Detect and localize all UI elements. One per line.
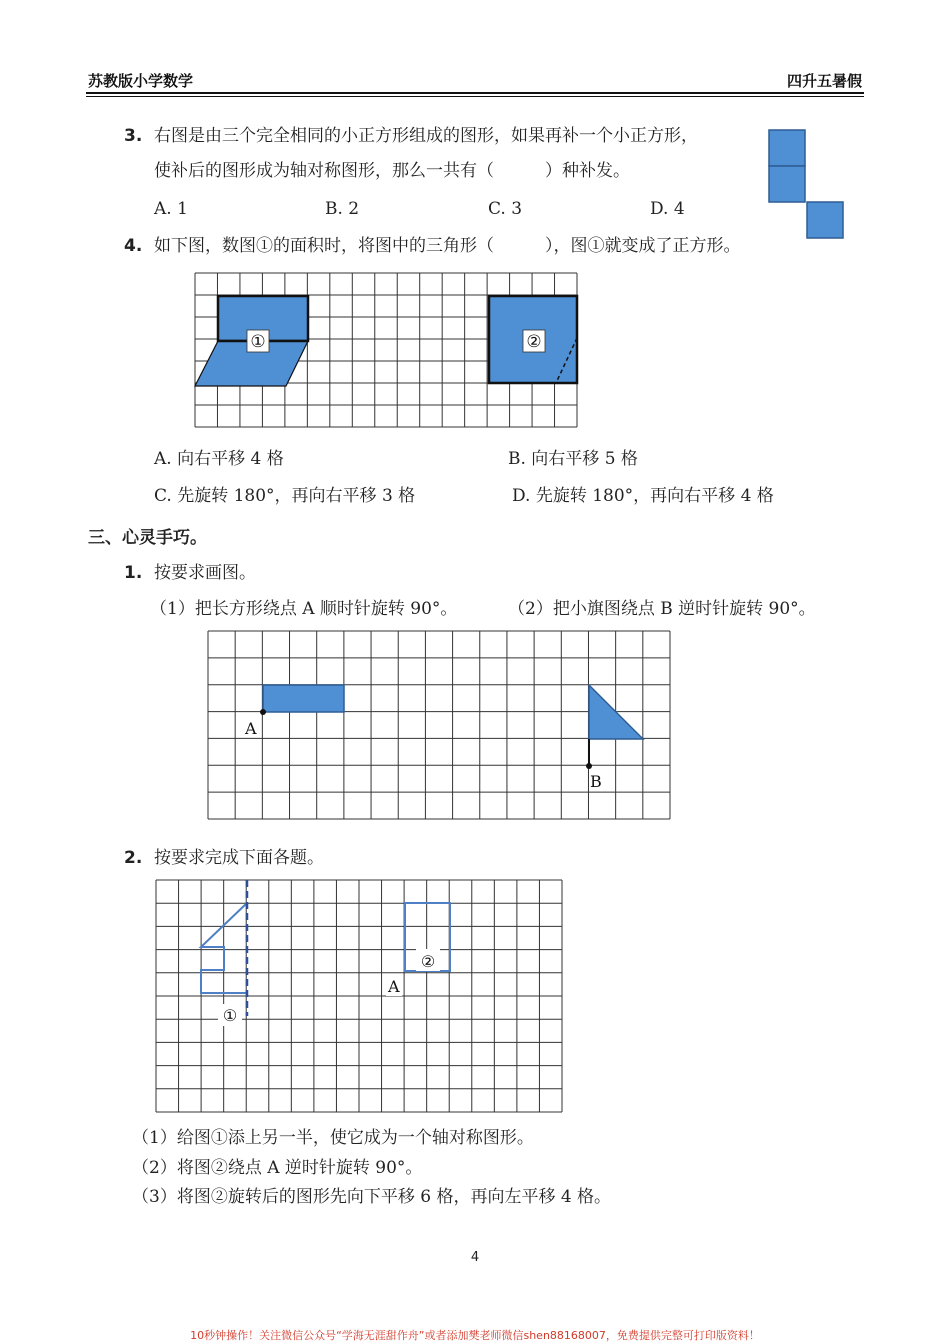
q4-option-b: B. 向右平移 5 格: [508, 449, 638, 469]
q3-line1: 右图是由三个完全相同的小正方形组成的图形，如果再补一个小正方形，: [154, 126, 698, 146]
p1-point-a: A: [245, 719, 257, 738]
q4-number: 4.: [124, 236, 143, 256]
p1-grid-figure: [205, 628, 675, 822]
q3-line2: 使补后的图形成为轴对称图形，那么一共有（ ）种补发。: [154, 161, 630, 181]
q4-label-2: ②: [526, 332, 542, 352]
p1-point-b: B: [590, 772, 602, 791]
page-number: 4: [470, 1250, 480, 1265]
p2-grid-figure: [154, 878, 566, 1116]
p1-sub2: （2）把小旗图绕点 B 逆时针旋转 90°。: [508, 599, 816, 619]
q3-option-b: B. 2: [325, 199, 360, 219]
p1-sub1: （1）把长方形绕点 A 顺时针旋转 90°。: [150, 599, 458, 619]
q3-squares-figure: [766, 128, 846, 240]
p2-task-3: （3）将图②旋转后的图形先向下平移 6 格，再向左平移 4 格。: [132, 1187, 612, 1207]
q4-grid-figure: [192, 270, 584, 432]
p2-task-2: （2）将图②绕点 A 逆时针旋转 90°。: [132, 1158, 423, 1178]
q4-option-d: D. 先旋转 180°，再向右平移 4 格: [512, 486, 774, 506]
p2-point-a: A: [388, 977, 400, 996]
q3-number: 3.: [124, 126, 143, 146]
q3-option-c: C. 3: [488, 199, 523, 219]
header-rule-thin: [86, 96, 864, 97]
q3-option-d: D. 4: [650, 199, 685, 219]
q4-label-1: ①: [250, 332, 266, 352]
p1-title: 按要求画图。: [154, 563, 256, 583]
p2-title: 按要求完成下面各题。: [154, 848, 324, 868]
p2-label-2: ②: [420, 952, 436, 971]
q3-option-a: A. 1: [154, 199, 188, 219]
p2-number: 2.: [124, 848, 143, 868]
header-right: 四升五暑假: [786, 72, 862, 90]
q4-option-a: A. 向右平移 4 格: [154, 449, 284, 469]
p2-task-1: （1）给图①添上另一半，使它成为一个轴对称图形。: [132, 1128, 534, 1148]
q4-option-c: C. 先旋转 180°，再向右平移 3 格: [154, 486, 416, 506]
header-rule: [86, 92, 864, 94]
section-title: 三、心灵手巧。: [88, 528, 207, 548]
q4-text: 如下图，数图①的面积时，将图中的三角形（ ），图①就变成了正方形。: [154, 236, 741, 256]
header-left: 苏教版小学数学: [88, 72, 194, 90]
p1-number: 1.: [124, 563, 143, 583]
footer-note: 10秒钟操作！关注微信公众号“学海无涯甜作舟”或者添加樊老师微信shen88168007，免费提供完整可打印版资料！: [190, 1329, 760, 1342]
p2-label-1: ①: [222, 1006, 238, 1025]
